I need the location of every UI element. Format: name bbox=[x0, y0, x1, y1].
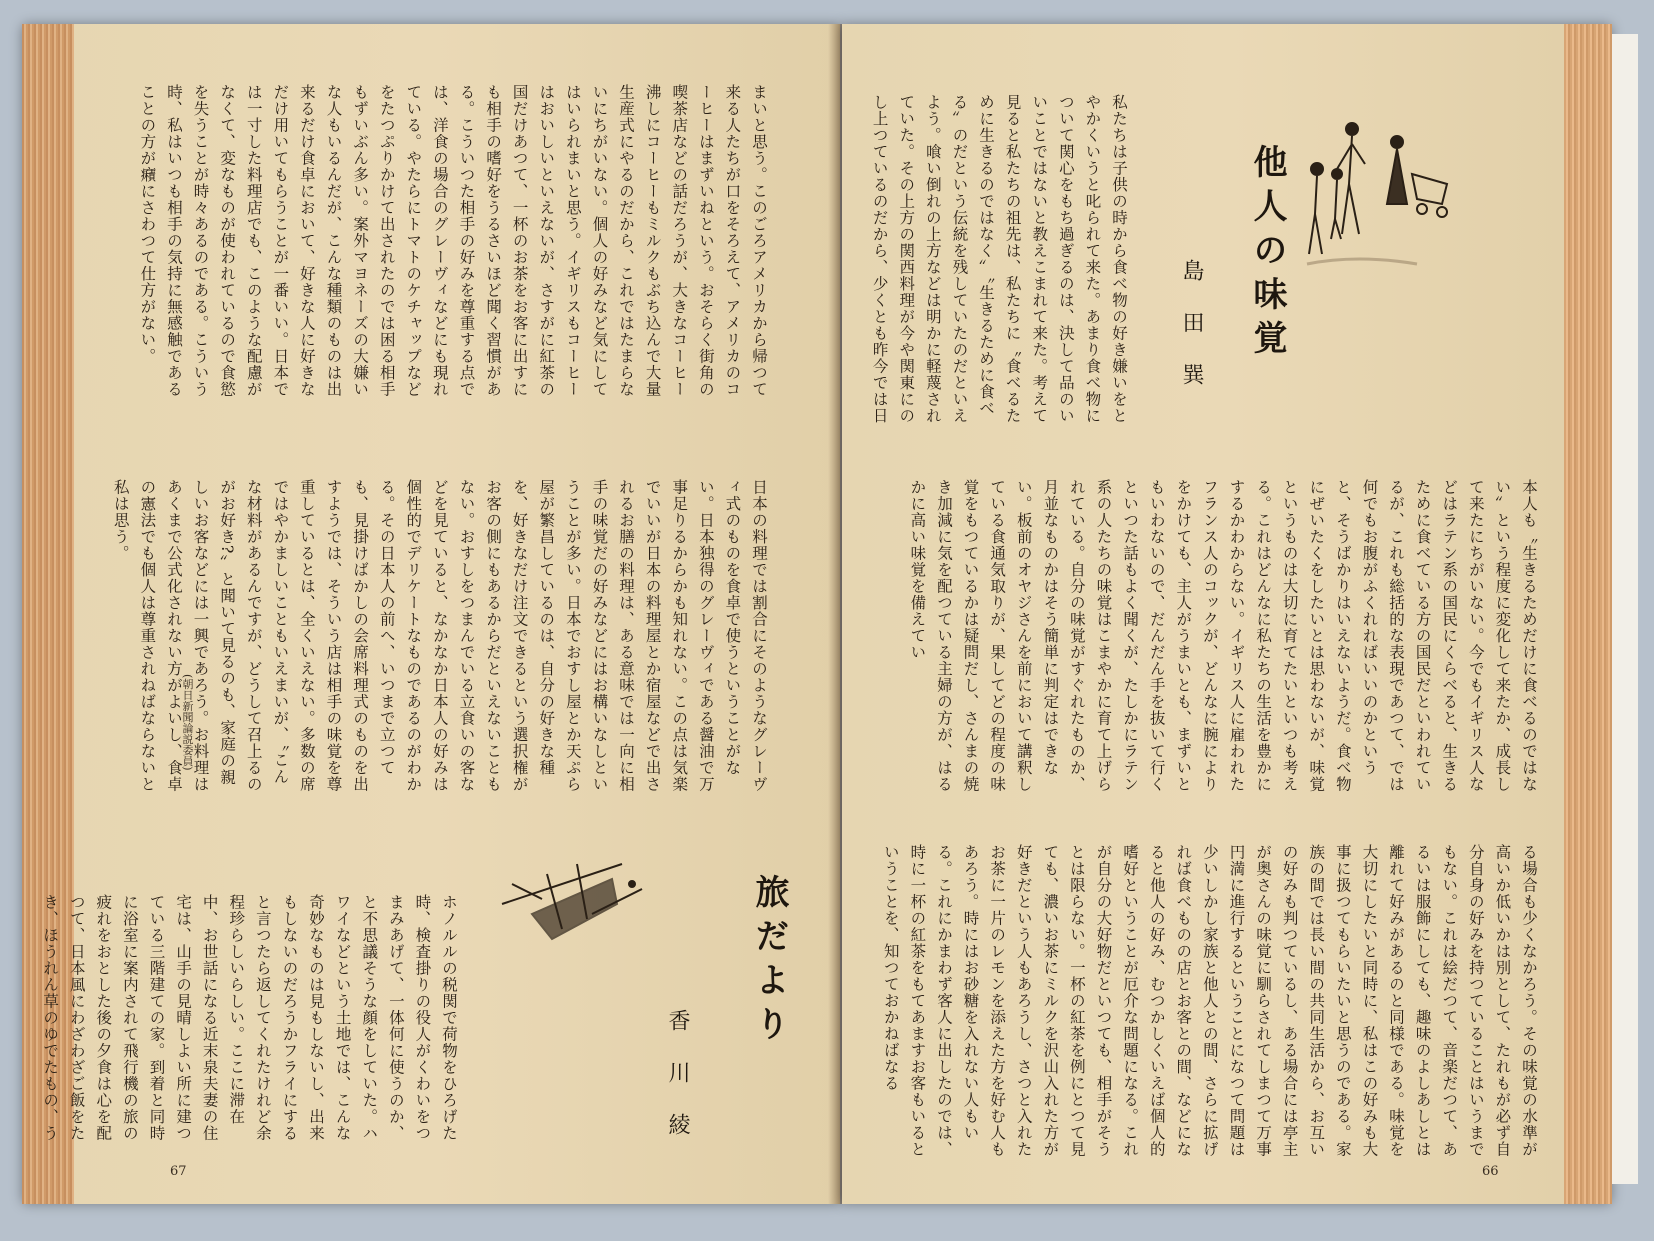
author-credit: (朝日新聞論説委員) bbox=[181, 674, 194, 771]
open-book bbox=[22, 14, 1640, 1214]
family-illustration-icon bbox=[1297, 114, 1467, 284]
right-intro-column bbox=[862, 94, 1132, 434]
right-lower-column bbox=[862, 844, 1542, 1159]
travel-author: 香川綾 bbox=[665, 1009, 690, 1165]
left-page bbox=[22, 24, 840, 1204]
right-page bbox=[842, 24, 1612, 1204]
travel-text: ホノルルの税関で荷物をひろげた時、検査掛りの役人がくわいをつまみあげて、一体何に使うのか、と不思議そうな顔をしていた。ハワイなどという土地では、こんな奇妙なものは見もしないし、出来もしないのだろうかフライにすると言つたら返してくれたけれど余程珍らしいらしい。ここに滞在中、お世話になる近末泉夫妻の住宅は、山手の見晴しよい所に建つている三階建ての家。到着と同時に浴室に案内されて飛行機の旅の疲れをおとした後の夕食は心を配つて、日本風にわざわざご飯をたき、ほうれん草のゆでたもの、う bbox=[41, 894, 458, 1142]
travel-title: 旅だより bbox=[749, 874, 789, 1050]
right-intro-text: 私たちは子供の時から食べ物の好き嫌いをとやかくいうと叱られて来た。あまり食べ物について関心をもち過ぎるのは、決して品のいいことではないと教えこまれて来た。考えて見ると私たちの祖先は、私たちに〝食べるために生きるのではなく〟〝生きるために食べる〟のだという伝統を残していたのだといえよう。喰い倒れの上方などは明かに軽蔑されていた。その上方の関西料理が今や関東にのし上つているのだから、少くとも昨今では日 bbox=[870, 94, 1128, 424]
page-number-left: 67 bbox=[170, 1164, 187, 1179]
left-middle-text: 日本の料理では割合にそのようなグレーヴィ式のものを食卓で使うということがない。日本独得のグレーヴィである醤油で万事足りるからかも知れない。この点は気楽でいいが日本の料理屋とか宿屋などで出されるお膳の料理は、ある意味では一向に相手の味覚だの好みなどにはお構いなしということが多い。日本でおすし屋とか天ぷら屋が繁昌しているのは、自分の好きな種を、好きなだけ注文できるという選択権がお客の側にもあるからだといえないこともない。おすしをつまんでいる立食いの客などを見ていると、なかなか日本人の好みは個性的でデリケートなものであるのがわかる。その日本人の前へ、いつまで立つても、見掛けばかしの会席料理式のものを出すようでは、そういう店は相手の味覚を尊重しているとは、全くいえない。多数の席ではやかましいこともいえまいが、〝こんな材料があるんですが、どうして召上るのがお好き?〟と聞いて見るのも、家庭の親しいお客などには一興であろう。お料理はあくまで公式化されない方がよいし、食卓の憲法でも個人は尊重されねばならないと私は思う。 bbox=[111, 479, 768, 793]
article-author: 島田巽 bbox=[1179, 259, 1204, 415]
right-middle-text: 本人も〝生きるためだけに食べるのではない〟という程度に変化して来たか、成長して来たにちがいない。今でもイギリス人などはラテン系の国民にくらべると、生きるために食べている方の国民だといわれているが、これも総括的な表現であつて、では何でもお腹がふくれればいいのかというと、そうばかりはいえないようだ。食べ物にぜいたくをしたいとは思わないが、味覚というものは大切に育てたいといつも考える。これはどんなに私たちの生活を豊かにするかわからない。イギリス人に雇われたフランス人のコックが、どんなに腕によりをかけても、主人がうまいとも、まずいともいわないので、だんだん手を抜いて行くといつた話もよく聞くが、たしかにラテン系の人たちの味覚はこまやかに育て上げられている。自分の味覚がすぐれたものか、月並なものかはそう簡単に判定はできない。板前のオヤジさんを前において講釈している食通気取りが、果してどの程度の味覚をもつているかは疑問だし、さんまの焼き加減に気を配つている主婦の方が、はるかに高い味覚を備えてい bbox=[908, 479, 1538, 793]
right-lower-text: る場合も少くなかろう。その味覚の水準が高いか低いかは別として、たれもが必ず自分自身の好みを持つていることはいうまでもない。これは絵だつて、音楽だつて、あるいは服飾にしても、趣味のよしあしとは離れて好みがあるのと同様である。味覚を大切にしたいと同時に、私はこの好みも大事に扱つてもらいたいと思うのである。家族の間では長い間の共同生活から、お互いの好みも判つているし、ある場合には亭主が奥さんの味覚に馴らされてしまつて万事円満に進行するということになつて問題は少いしかし家族と他人との間、さらに拡げれば食べものの店とお客との間、などになると他人の好み、むつかしくいえば個人的嗜好ということが厄介な問題になる。これが自分の大好物だといつても、相手がそうとは限らない。一杯の紅茶を例にとつて見ても、濃いお茶にミルクを沢山入れた方が好きだという人もあろうし、さつと入れたお茶に一片のレモンを添えた方を好む人もあろう。時にはお砂糖を入れない人もいる。これにかまわず客人に出したのでは、時に一杯の紅茶をもてあますお客もいるということを、知つておかねばなる bbox=[881, 844, 1538, 1158]
left-middle-column bbox=[111, 479, 772, 799]
left-upper-text: まいと思う。このごろアメリカから帰つて来る人たちが口をそろえて、アメリカのコーヒーはまずいねという。おそらく街角の喫茶店などの話だろうが、大きなコーヒー沸しにコーヒーもミルクもぶち込んで大量生産式にやるのだから、これではたまらないにちがいない。個人の好みなど気にしてはいられまいと思う。イギリスもコーヒーはおいしいといえないが、さすがに紅茶の国だけあつて、一杯のお茶をお客に出すにも相手の嗜好をうるさいほど聞く習慣がある。こういつた相手の好みを尊重する点では、洋食の場合のグレーヴィなどにも現れている。やたらにトマトのケチャップなどをたつぷりかけて出されたのでは困る相手もずいぶん多い。案外マヨネーズの大嫌いな人もいるんだが、こんな種類のものは出来るだけ食卓において、好きな人に好きなだけ用いてもらうことが一番いい。日本では一寸した料理店でも、このような配慮がなくて、変なものが使われているので食慾を失うことが時々あるのである。こういう時、私はいつも相手の気持に無感触であることの方が癪にさわつて仕方がない。 bbox=[138, 84, 768, 398]
right-page-edge bbox=[1564, 24, 1612, 1204]
travel-column bbox=[41, 894, 462, 1149]
page-number-right: 66 bbox=[1482, 1164, 1499, 1179]
book-back-strip bbox=[1612, 34, 1638, 1184]
ship-illustration-icon bbox=[492, 844, 652, 954]
left-upper-column bbox=[138, 84, 772, 404]
article-title: 他人の味覚 bbox=[1247, 144, 1287, 364]
right-middle-column bbox=[862, 479, 1542, 799]
